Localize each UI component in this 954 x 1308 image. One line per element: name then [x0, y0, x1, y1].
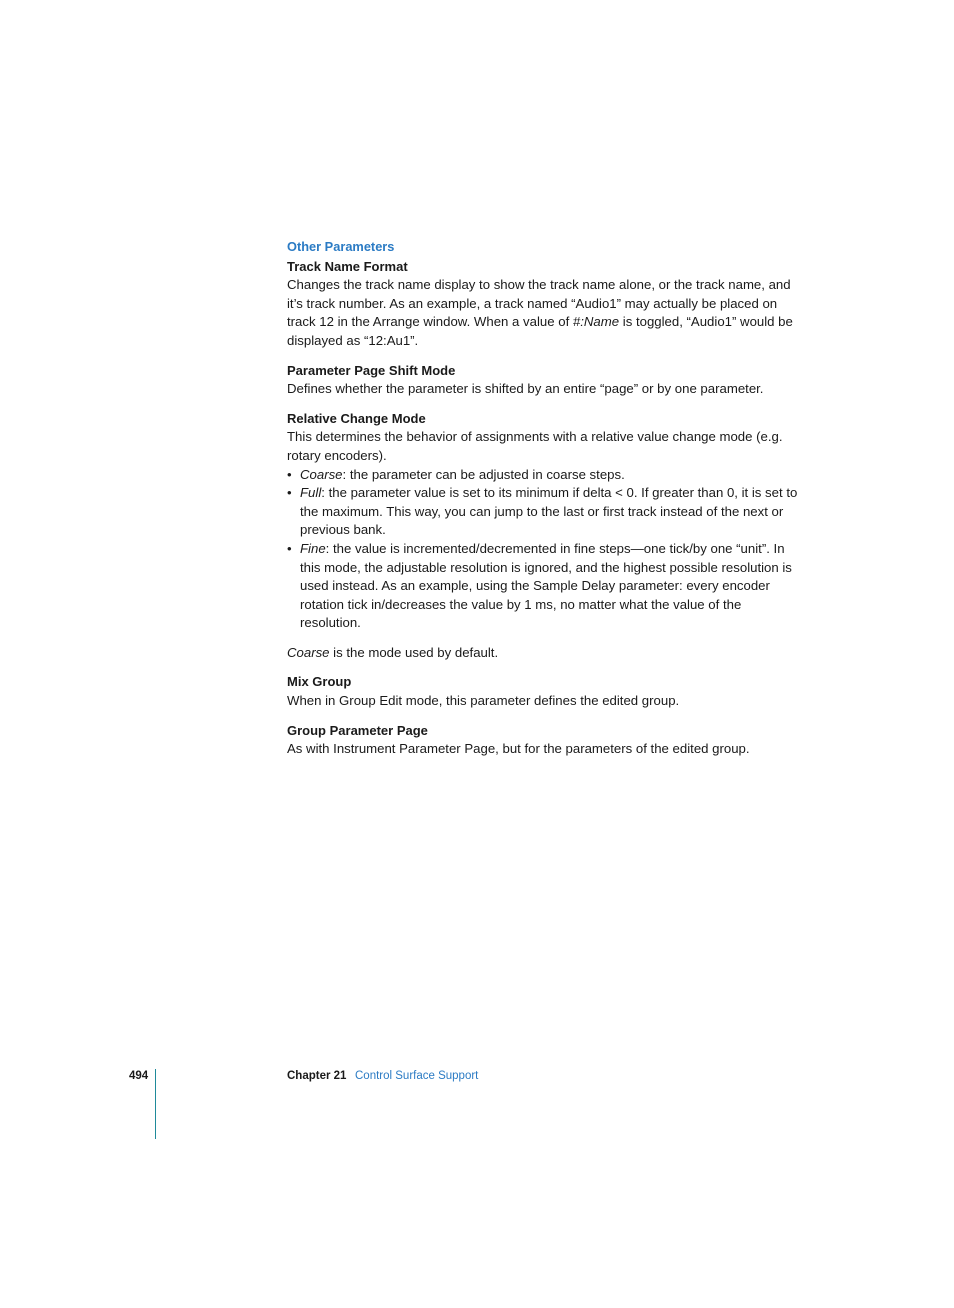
- paragraph-default-mode: [287, 644, 799, 663]
- paragraph-mix-group: When in Group Edit mode, this parameter defines the edited group.: [287, 693, 680, 709]
- list-text: : the parameter can be adjusted in coarse steps.: [342, 466, 625, 482]
- footer-chapter-label: Chapter 21: [287, 1070, 347, 1082]
- paragraph-group-parameter-page: As with Instrument Parameter Page, but for the parameters of the edited group.: [287, 741, 750, 757]
- list-item-fine: [287, 540, 799, 633]
- paragraph-track-name-format: [287, 276, 799, 350]
- list-text: : the parameter value is set to its minimum if delta < 0. If greater than 0, it is set to the maximum. This way, you can jump to the last or first track instead of the next or previous bank.: [300, 485, 798, 538]
- list-term: Coarse: [300, 466, 343, 482]
- page-number: 494: [129, 1070, 149, 1082]
- text-run: is toggled, “Audio1” would be displayed as “12:Au1”.: [287, 314, 793, 348]
- paragraph-parameter-page-shift-mode: Defines whether the parameter is shifted by an entire “page” or by one parameter.: [287, 381, 764, 397]
- heading-relative-change-mode: Relative Change Mode: [287, 410, 426, 426]
- heading-parameter-page-shift-mode: Parameter Page Shift Mode: [287, 362, 456, 378]
- emphasis-coarse: Coarse: [287, 644, 330, 660]
- text-run: Changes the track name display to show the track name alone, or the track name, and it’s track number. As an example, a track named “Audio1” may actually be placed on track 12 in the Arrange window. When a value of: [287, 277, 791, 330]
- page-content: [287, 238, 799, 759]
- heading-mix-group: Mix Group: [287, 674, 352, 690]
- paragraph-relative-change-mode: This determines the behavior of assignments with a relative value change mode (e.g. rotary encoders).: [287, 429, 783, 463]
- heading-group-parameter-page: Group Parameter Page: [287, 722, 428, 738]
- list-term: Full: [300, 485, 322, 501]
- footer-divider: [155, 1069, 156, 1139]
- heading-track-name-format: Track Name Format: [287, 258, 408, 274]
- footer-chapter-title: Control Surface Support: [355, 1070, 479, 1082]
- list-text: : the value is incremented/decremented in fine steps—one tick/by one “unit”. In this mode, the adjustable resolution is ignored, and the highest possible resolution is used instead. As an example, using the Sample Delay parameter: every encoder rotation tick in/decreases the value by 1 ms, no matter what the value of the resolution.: [300, 540, 792, 631]
- list-item-full: [287, 484, 799, 540]
- bullet-icon: •: [287, 466, 292, 482]
- text-run: is the mode used by default.: [329, 644, 499, 660]
- section-title: Other Parameters: [287, 239, 395, 254]
- list-term: Fine: [300, 540, 326, 556]
- bullet-icon: •: [287, 485, 292, 501]
- mode-list: [287, 466, 799, 633]
- emphasis-name-token: #:Name: [572, 314, 620, 330]
- list-item-coarse: [287, 466, 799, 485]
- bullet-icon: •: [287, 540, 292, 556]
